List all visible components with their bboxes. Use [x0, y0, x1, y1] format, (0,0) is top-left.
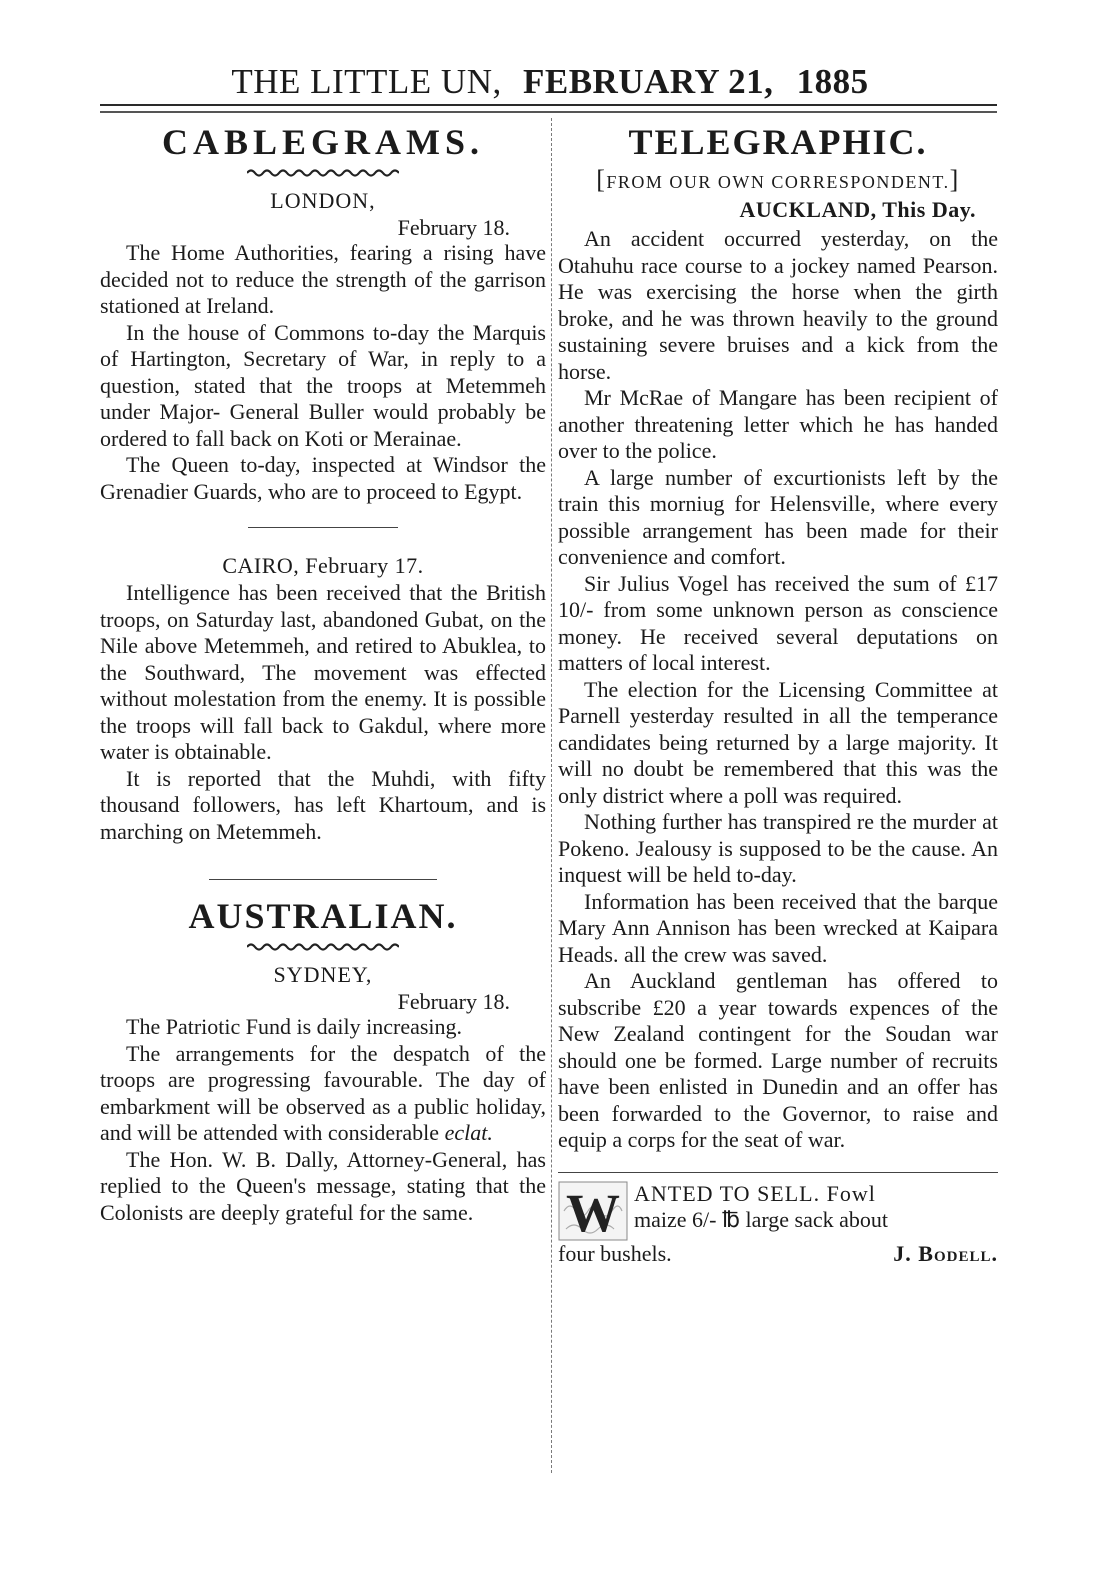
section-divider	[248, 527, 398, 528]
article-paragraph: A large number of excurtionists left by the train this morniug for Helensville, where every possible arrangement has been made for their convenience and comfort.	[558, 464, 998, 569]
article-paragraph: An accident occurred yesterday, on the Otahuhu race course to a jockey named Pearson. He was exercising the horse when the girth broke, and he was thrown heavily to the ground sustaining severe bruises and a kick from the horse.	[558, 226, 998, 384]
article-paragraph: Sir Julius Vogel has received the sum of £17 10/- from some unknown person as conscience money. He received several deputations on matters of local interest.	[558, 570, 998, 675]
wavy-rule-icon	[247, 168, 399, 178]
eclat-word: eclat.	[444, 1120, 493, 1145]
london-date: February 18.	[397, 215, 510, 240]
article-paragraph: An Auckland gentleman has offered to subscribe £20 a year towards expences of the New Zealand contingent for the Soudan war should one be formed. Large number of recruits have been enlisted in Dunedin and an offer has been forwarded to the Governor, to raise and equip a corps for the seat of war.	[558, 968, 998, 1152]
article-paragraph: The Queen to-day, inspected at Windsor the Grenadier Guards, who are to proceed to Egypt.	[100, 452, 546, 504]
article-paragraph: Mr McRae of Mangare has been recipient of another threatening letter which he has handed over to the police.	[558, 385, 998, 463]
auckland-dateline: AUCKLAND, This Day.	[739, 197, 976, 222]
australian-heading: AUSTRALIAN.	[188, 896, 458, 936]
paper-name: THE LITTLE UN,	[231, 62, 502, 101]
article-paragraph	[100, 1041, 546, 1147]
despatch-text: The arrangements for the despatch of the troops are progressing favourable. The day of embarkment will be observed as a public holiday, and will be attended with considerable	[100, 1040, 546, 1145]
sydney-place: SYDNEY,	[273, 962, 373, 987]
article-paragraph: Nothing further has transpired re the murder at Pokeno. Jealousy is supposed to be the cause. An inquest will be held to-day.	[558, 809, 998, 887]
wavy-rule-icon	[247, 942, 399, 952]
subhead-text: FROM OUR OWN CORRESPONDENT.	[606, 172, 950, 192]
article-paragraph: In the house of Commons to-day the Marquis of Hartington, Secretary of War, in reply to a question, stated that the troops at Metemmeh under Major- General Buller would probably be ordered to fall back on Koti or Merainae.	[100, 319, 546, 451]
article-paragraph: Information has been received that the barque Mary Ann Annison has been wrecked at Kaipara Heads. all the crew was saved.	[558, 888, 998, 967]
masthead-rule	[100, 104, 997, 113]
right-column	[558, 120, 998, 1267]
cairo-dateline: CAIRO, February 17.	[222, 553, 424, 578]
issue-year: 1885	[796, 62, 869, 101]
article-paragraph: The Home Authorities, fearing a rising have decided not to reduce the strength of the garrison stationed at Ireland.	[100, 240, 546, 318]
wanted-to-sell-advertisement	[558, 1181, 998, 1268]
article-paragraph: The election for the Licensing Committee at Parnell yesterday resulted in all the temperance candidates being returned by a large majority. It will no doubt be remembered that this was the only district where a poll was required.	[558, 676, 998, 808]
advertisement-divider	[558, 1172, 998, 1173]
ad-line-2: maize 6/- ℔ large sack about	[634, 1207, 888, 1232]
article-paragraph: The Patriotic Fund is daily increasing.	[126, 1014, 463, 1039]
telegraphic-heading: TELEGRAPHIC.	[628, 122, 928, 162]
article-paragraph: It is reported that the Muhdi, with fifty thousand followers, has left Khartoum, and is marching on Metemmeh.	[100, 765, 546, 844]
section-divider	[209, 879, 437, 880]
ad-line-1: ANTED TO SELL. Fowl	[634, 1180, 876, 1206]
london-place: LONDON,	[270, 188, 376, 213]
ad-line-3-row	[558, 1241, 998, 1268]
masthead	[100, 60, 1000, 104]
article-paragraph: Intelligence has been received that the British troops, on Saturday last, abandoned Gubat, on the Nile above Metemmeh, and retired to Abuklea, to the Southward, The movement was effected without molestation from the enemy. It is possible the troops will fall back to Gakdul, where more water is obtainable.	[100, 580, 546, 764]
correspondent-subhead: [FROM OUR OWN CORRESPONDENT.]	[596, 165, 960, 194]
advertiser-name: J. Bodell.	[893, 1240, 998, 1266]
article-paragraph: The Hon. W. B. Dally, Attorney-General, has replied to the Queen's message, stating that the Colonists are deeply grateful for the same.	[100, 1146, 546, 1225]
ornamental-drop-cap-icon	[558, 1181, 628, 1241]
sydney-date: February 18.	[397, 989, 510, 1014]
issue-date: FEBRUARY 21,	[522, 62, 774, 101]
column-divider	[551, 118, 553, 1473]
cablegrams-heading: CABLEGRAMS.	[161, 122, 485, 162]
left-column	[100, 120, 546, 1226]
drop-cap-letter: W	[566, 1182, 620, 1241]
ad-line-3: four bushels.	[558, 1240, 672, 1266]
